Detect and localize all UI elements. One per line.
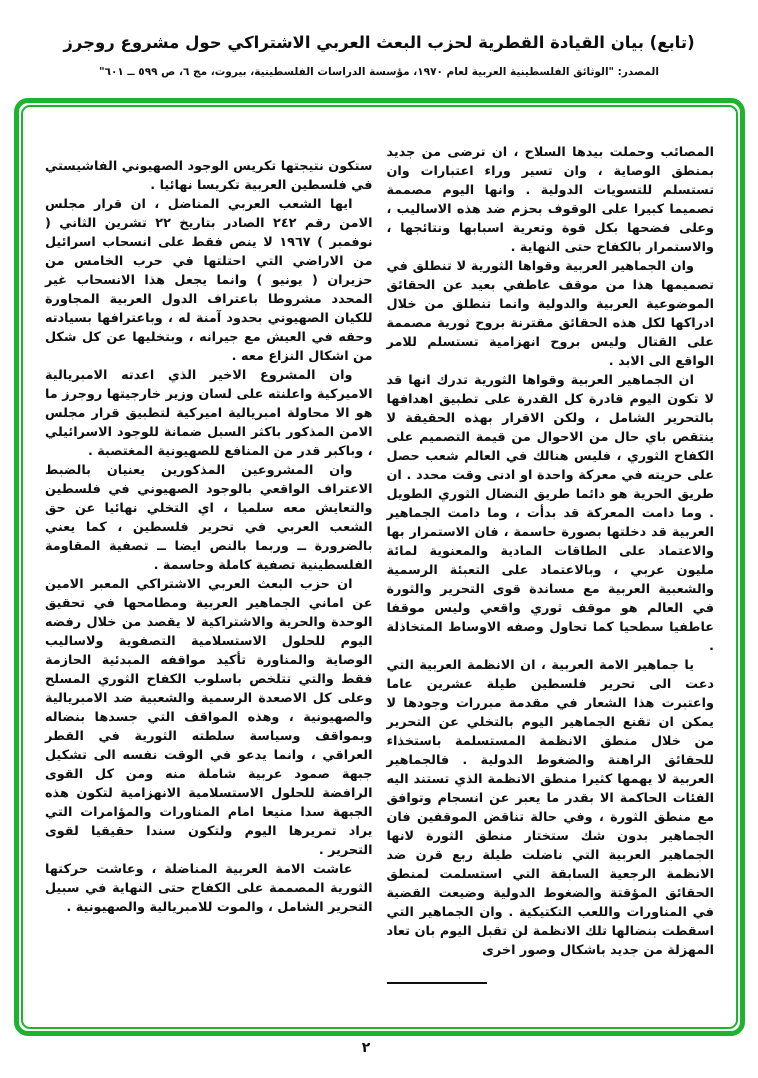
paragraph: يا جماهير الامة العربية ، ان الانظمة العربية التي دعت الى تحرير فلسطين طيلة عشرين عاما واعتبرت هذا الشعار في مقدمة مبررات وجودها لا يمكن ان تقنع الجماهير اليوم بالتخلي عن التحرير من خلال منطق الانظمة المستسلمة باستخذاء للحقائق الراهنة والضغوط الدولية . فالجماهير العربية لا يهمها كثيرا منطق الانظمة الذي تستند اليه الفئات الحاكمة الا بقدر ما يعبر عن انسجام وتوافق مع منطق الثورة ، وفي حالة تناقض الموقفين فان الجماهير بدون شك ستختار منطق الثورة لانها الجماهير العربية التي ناضلت طيلة ربع قرن ضد الانظمة الرجعية السابقة التي استسلمت لمنطق الحقائق المؤقتة والضغوط الدولية وضيعت القضية في المناورات واللعب التكتيكية . وان الجماهير التي اسقطت بنضالها تلك الانظمة لن تقبل اليوم بان تعاد المهزلة من جديد باشكال وصور اخرى xyxy=(386,658,714,958)
paragraph: ستكون نتيجتها تكريس الوجود الصهيوني الفاشيستي في فلسطين العربية تكريسا نهائيا . xyxy=(45,159,373,193)
paragraph: ايها الشعب العربي المناضل ، ان قرار مجلس الامن رقم ٢٤٢ الصادر بتاريخ ٢٢ تشرين الثاني ( نوفمبر ) ١٩٦٧ لا ينص فقط على انسحاب اسرائيل من الاراضي التي احتلتها في حرب الخامس من حزيران ( يونيو ) وانما يجعل هذا الانسحاب غير المحدد مشروطا باعتراف الدول العربية المجاورة للكيان الصهيوني بحدود آمنة له ، وباعترافها بسيادته وحقه في العيش مع جيرانه ، وبتخليها عن كل شكل من اشكال النزاع معه . xyxy=(45,197,373,364)
paragraph: وان الجماهير العربية وقواها الثورية لا تنطلق في تصميمها هذا من موقف عاطفي بعيد عن الحقائق الموضوعية العربية والدولية وانما تنطلق من خلال ادراكها لكل هذه الحقائق مقترنة بروح ثورية مصممة على القتال وليس بروح انهزامية تستسلم للامر الواقع الى الابد . xyxy=(386,259,714,369)
text-column-left xyxy=(45,143,373,1009)
paragraph: عاشت الامة العربية المناضلة ، وعاشت حركتها الثورية المصممة على الكفاح حتى النهاية في سبيل التحرير الشامل ، والموت للامبريالية والصهيونية . xyxy=(45,862,373,915)
paragraph: وان المشروع الاخير الذي اعدته الامبريالية الاميركية واعلنته على لسان وزير خارجيتها روجرز ما هو الا محاولة امبريالية اميركية لتطبيق قرار مجلس الامن المذكور باكثر السبل ضمانة للوجود الاسرائيلي ، وباكبر قدر من المنافع للصهيونية المغتصبة . xyxy=(45,368,373,459)
paragraph: وان المشروعين المذكورين يعنيان بالضبط الاعتراف الواقعي بالوجود الصهيوني في فلسطين والتعايش معه سلميا ، اي التخلي نهائيا عن حق الشعب العربي في تحرير فلسطين ، كما يعني بالضرورة ــ وربما بالنص ايضا ــ تصفية المقاومة الفلسطينية تصفية كاملة وحاسمة . xyxy=(45,463,373,573)
paragraph: المصائب وحملت بيدها السلاح ، ان ترضى من جديد بمنطق الوصاية ، وان تسير وراء اعتبارات وان تستسلم للتسويات الدولية . وانها اليوم مصممة تصميما كبيرا على الوقوف بحزم ضد هذه الاساليب ، وعلى فضحها بكل قوة وتعرية اسبابها ونتائجها ، والاستمرار بالكفاح حتى النهاية . xyxy=(386,145,714,255)
document-frame-outer xyxy=(14,98,745,1036)
source-citation: المصدر: "الوثائق الفلسطينية العربية لعام ١٩٧٠، مؤسسة الدراسات الفلسطينية، بيروت، مج ٦، ص ٥٩٩ ــ ٦٠١" xyxy=(99,66,659,78)
text-column-right xyxy=(387,143,715,1009)
document-frame-inner xyxy=(21,105,738,1029)
paragraph: ان حزب البعث العربي الاشتراكي المعبر الامين عن اماني الجماهير العربية ومطامحها في تحقيق الوحدة والحرية والاشتراكية لا يقصد من خلال رفضه اليوم للحلول الاستسلامية التصفوية ولاساليب الوصاية والمناورة تأكيد مواقفه المبدئية الحازمة فقط والتي تتلخص باسلوب الكفاح الثوري المسلح وعلى كل الاصعدة الرسمية والشعبية ضد الامبريالية والصهيونية ، وهذه المواقف التي جسدها بنضاله وبمواقف وسياسة سلطته الثورية في القطر العراقي ، وانما يدعو في الوقت نفسه الى تشكيل جبهة صمود عربية شاملة منه ومن كل القوى الرافضة للحلول الاستسلامية الانهزامية لتكون هذه الجبهة سدا منيعا امام المناورات والمؤامرات التي يراد تمريرها اليوم ولتكون سندا حقيقيا لقوى التحرير . xyxy=(45,577,373,858)
paragraph: ان الجماهير العربية وقواها الثورية تدرك انها قد لا تكون اليوم قادرة كل القدرة على تطبيق اهدافها بالتحرير الشامل ، ولكن الاقرار بهذه الحقيقة لا ينتقص باي حال من الاحوال من قيمة التصميم على الكفاح الثوري ، فليس هنالك في العالم شعب حصل على حريته في معركة واحدة او ادنى وقت محدد . ان طريق الحرية هو دائما طريق النضال الثوري الطويل . وما دامت المعركة قد بدأت ، وما دامت الجماهير العربية قد دخلتها بصورة حاسمة ، فان الاستمرار بها والاعتماد على الطاقات المادية والمعنوية لمائة مليون عربي ، وبالاعتماد على التعبئة الرسمية والشعبية العربية مع مساندة قوى التحرير والثورة في العالم هو موقف ثوري واقعي وليس موقفا عاطفيا سطحيا كما تحاول وصفه الاوساط المتخاذلة . xyxy=(386,373,714,654)
text-columns xyxy=(45,143,714,1009)
page-number: ٢ xyxy=(361,1040,371,1056)
footnote-divider xyxy=(387,982,487,984)
page-title: (تابع) بيان القيادة القطرية لحزب البعث العربي الاشتراكي حول مشروع روجرز xyxy=(63,33,695,52)
